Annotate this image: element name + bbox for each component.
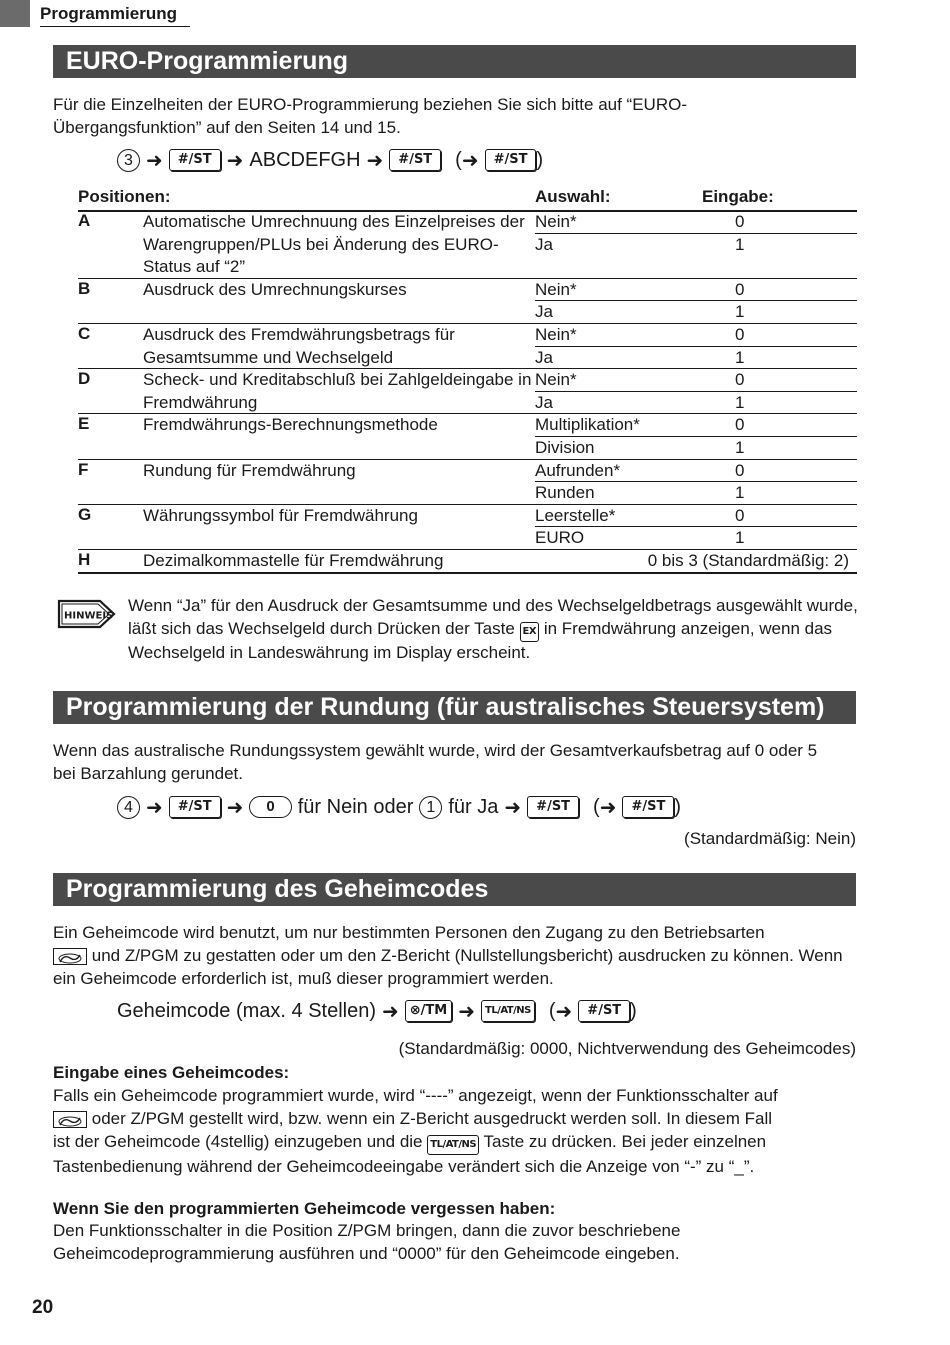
tl-at-ns-key: TL/AT/NS <box>481 1000 535 1022</box>
euro-intro: Für die Einzelheiten der EURO-Programmierung beziehen Sie sich bitte auf “EURO-Übergangsfunktion” auf den Seiten 14 und 15. <box>53 95 687 137</box>
one-badge: 1 <box>419 796 442 819</box>
option-label: Division <box>535 437 595 457</box>
option-label: Ja <box>535 302 553 322</box>
option-label: Ja <box>535 392 553 412</box>
rounding-intro: Wenn das australische Rundungssystem gewählt wurde, wird der Gesamtverkaufsbetrag auf 0 oder 5 bei Barzahlung gerundet. <box>53 741 818 783</box>
entry-line-3a: ist der Geheimcode (4stellig) einzugeben und die <box>53 1132 423 1151</box>
zero-key: 0 <box>249 796 291 818</box>
yes-option-text: für Ja <box>448 795 499 818</box>
secret-intro-part-2: und Z/PGM zu gestatten oder um den Z-Bericht (Nullstellungsbericht) ausdrucken zu können. Wenn ein Geheimcode erforderlich ist, muß dieser programmiert werden. <box>53 946 843 988</box>
option-input-value: 0 <box>735 325 745 344</box>
arrow-right-icon: ➜ <box>504 795 522 819</box>
option-label: Leerstelle* <box>535 505 616 525</box>
note-part-2: in Fremdwährung anzeigen, wenn das Wechselgeld in Landeswährung im Display erscheint. <box>128 618 833 662</box>
option-input-value: 1 <box>735 347 745 367</box>
paren-open: ( <box>455 148 462 171</box>
paren-open: ( <box>593 795 600 818</box>
row-letter: B <box>78 278 91 298</box>
row-description: Scheck- und Kreditabschluß bei Zahlgeldeingabe in Fremdwährung <box>143 370 532 412</box>
st-key: #/ST <box>622 796 674 818</box>
option-input-value: 0 <box>735 415 745 435</box>
arrow-right-icon: ➜ <box>226 795 244 819</box>
option-label: Nein* <box>535 279 577 299</box>
euro-key-sequence <box>117 148 549 172</box>
entry-line-1: Falls ein Geheimcode programmiert wurde, wird “----” angezeigt, wenn der Funktionsschalter auf <box>53 1086 778 1105</box>
row-letter: D <box>78 369 91 389</box>
option-input-value: 0 <box>735 460 745 480</box>
secret-key-sequence <box>117 999 643 1023</box>
arrow-right-icon: ➜ <box>461 148 479 172</box>
row-description: Rundung für Fremdwährung <box>143 460 356 480</box>
st-key: #/ST <box>527 796 579 818</box>
st-key: #/ST <box>169 796 221 818</box>
ex-key: EX <box>520 622 540 642</box>
st-key: #/ST <box>485 149 537 171</box>
positions-header: Positionen: <box>78 187 171 206</box>
option-divider <box>535 346 857 347</box>
no-option-text: für Nein oder <box>297 795 414 818</box>
entry-text <box>53 1084 853 1178</box>
table-row-divider <box>78 572 857 574</box>
paren-open: ( <box>548 999 556 1022</box>
selection-header: Auswahl: <box>535 187 611 206</box>
row-letter: E <box>78 414 90 434</box>
option-input-value: 1 <box>735 234 745 254</box>
arrow-right-icon: ➜ <box>458 999 475 1023</box>
arrow-right-icon: ➜ <box>555 999 573 1023</box>
entry-line-4: Tastenbedienung während der Geheimcodeeingabe verändert sich die Anzeige von “-” zu “_”. <box>53 1157 755 1176</box>
forgot-heading: Wenn Sie den programmierten Geheimcode vergessen haben: <box>53 1199 556 1218</box>
option-label: Ja <box>535 347 553 367</box>
option-divider <box>535 300 857 301</box>
option-label: Nein* <box>535 370 577 390</box>
page-number: 20 <box>32 1297 54 1318</box>
option-label: Multiplikation* <box>535 415 640 435</box>
entry-heading: Eingabe eines Geheimcodes: <box>53 1063 290 1082</box>
row-letter: F <box>78 459 89 479</box>
option-label: EURO <box>535 528 585 548</box>
arrow-right-icon: ➜ <box>226 148 244 172</box>
option-label: Runden <box>535 483 595 503</box>
paren-close: ) <box>630 999 637 1022</box>
secret-intro-part-1: Ein Geheimcode wird benutzt, um nur bestimmten Personen den Zugang zu den Betriebsarten <box>53 923 765 942</box>
option-input-value: 1 <box>735 483 745 503</box>
mode-switch-icon <box>53 948 87 965</box>
sequence-text: ABCDEFGH <box>249 148 361 171</box>
st-key: #/ST <box>169 149 221 171</box>
range-value: 0 bis 3 (Standardmäßig: 2) <box>647 551 849 570</box>
arrow-right-icon: ➜ <box>146 795 163 819</box>
entry-line-2: oder Z/PGM gestellt wird, bzw. wenn ein Z-Bericht ausgedruckt werden soll. In diesem Fall <box>91 1109 773 1128</box>
option-input-value: 1 <box>735 392 745 412</box>
row-description: Ausdruck des Fremdwährungsbetrags für Gesamtsumme und Wechselgeld <box>143 325 455 367</box>
option-input-value: 1 <box>735 437 745 457</box>
option-label: Nein* <box>535 212 577 231</box>
row-description: Dezimalkommastelle für Fremdwährung <box>143 551 444 570</box>
option-label: Aufrunden* <box>535 460 621 480</box>
input-header: Eingabe: <box>702 187 774 206</box>
note-part-1: Wenn “Ja” für den Ausdruck der Gesamtsumme und des Wechselgeldbetrags ausgewählt wurde, läßt sich das Wechselgeld durch Drücken der Taste <box>128 596 858 638</box>
forgot-text: Den Funktionsschalter in die Position Z/PGM bringen, dann die zuvor beschriebene Geheimcodeprogrammierung ausführen und “0000” für den Geheimcode eingeben. <box>53 1221 681 1263</box>
row-description: Fremdwährungs-Berechnungsmethode <box>143 415 438 435</box>
row-description: Automatische Umrechnuung des Einzelpreises der Warengruppen/PLUs bei Änderung des EURO-Status auf “2” <box>143 212 525 276</box>
secret-intro <box>53 921 843 990</box>
mode-switch-icon <box>53 1111 87 1128</box>
euro-section-title: EURO-Programmierung <box>53 45 856 78</box>
arrow-right-icon: ➜ <box>382 999 399 1023</box>
step-3-badge: 3 <box>117 149 140 172</box>
arrow-right-icon: ➜ <box>146 148 163 172</box>
hinweis-badge <box>56 597 116 631</box>
secret-seq-text: Geheimcode (max. 4 Stellen) <box>117 999 377 1022</box>
arrow-right-icon: ➜ <box>599 795 617 819</box>
tl-at-ns-key: TL/AT/NS <box>427 1135 479 1155</box>
option-label: Ja <box>535 234 553 254</box>
option-input-value: 0 <box>735 505 745 525</box>
st-key: #/ST <box>389 149 441 171</box>
option-divider <box>535 233 857 234</box>
rounding-key-sequence <box>117 795 687 819</box>
entry-line-2-wrap <box>53 1107 853 1130</box>
rounding-default: (Standardmäßig: Nein) <box>684 829 856 848</box>
option-input-value: 1 <box>735 528 745 548</box>
option-input-value: 0 <box>735 370 745 390</box>
tm-key: ⊗/TM <box>405 1000 452 1022</box>
entry-line-3b: Taste zu drücken. Bei jeder einzelnen <box>483 1132 767 1151</box>
row-letter: C <box>78 324 91 343</box>
header-underline <box>40 26 190 27</box>
st-key: #/ST <box>578 1000 630 1022</box>
option-divider <box>535 391 857 392</box>
section-header-label: Programmierung <box>40 4 177 23</box>
secret-section-title: Programmierung des Geheimcodes <box>53 873 856 906</box>
entry-line-3-wrap <box>53 1130 853 1155</box>
option-input-value: 0 <box>735 212 745 231</box>
rounding-section-title: Programmierung der Rundung (für australisches Steuersystem) <box>53 691 856 724</box>
row-letter: G <box>78 504 92 524</box>
option-label: Nein* <box>535 325 577 344</box>
hinweis-label: HINWEIS <box>64 610 114 622</box>
header-marker <box>0 0 30 27</box>
row-letter: A <box>78 211 91 230</box>
option-input-value: 0 <box>735 279 745 299</box>
paren-close: ) <box>674 795 682 818</box>
note-text <box>128 595 858 664</box>
option-input-value: 1 <box>735 302 745 322</box>
arrow-right-icon: ➜ <box>366 148 384 172</box>
secret-default: (Standardmäßig: 0000, Nichtverwendung des Geheimcodes) <box>398 1039 856 1058</box>
step-4-badge: 4 <box>117 796 140 819</box>
paren-close: ) <box>536 148 544 171</box>
row-description: Währungssymbol für Fremdwährung <box>143 505 418 525</box>
row-description: Ausdruck des Umrechnungskurses <box>143 279 407 299</box>
row-letter: H <box>78 550 91 569</box>
